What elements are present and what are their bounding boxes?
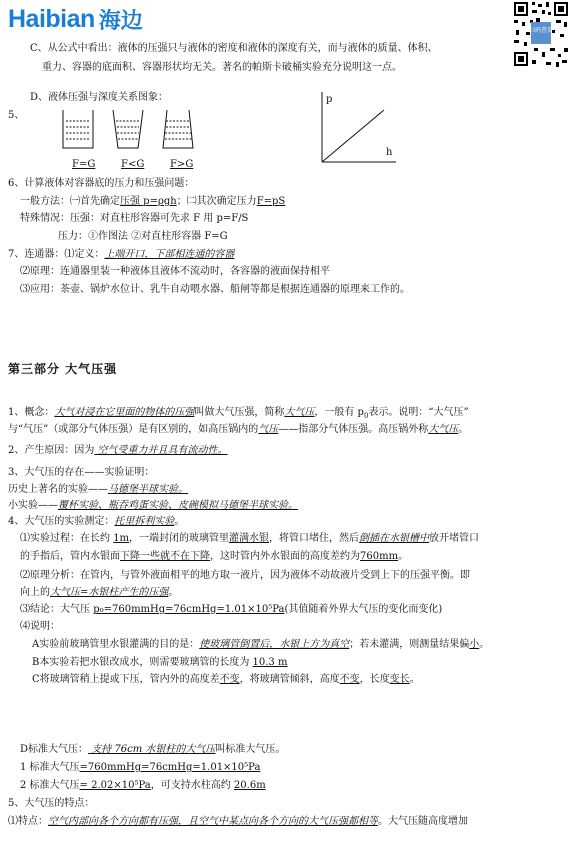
beaker-narrow-top xyxy=(163,110,193,148)
concept-line1: 1、概念：大气对浸在它里面的物体的压强叫做大气压强，简称大气压，一般有 $p_0$表示。说明：“大气压” xyxy=(8,407,469,420)
part3-title: 第三部分 大气压强 xyxy=(8,362,118,376)
conclusion-line: ⑶结论：大气压 p₀=760mmHg=76cmHg=1.01×10⁵Pa(其值随着外界大气压的变化而变化) xyxy=(20,604,443,615)
section-c-line1: C、从公式中看出：液体的压强只与液体的密度和液体的深度有关，而与液体的质量、体积、 xyxy=(30,43,438,54)
beaker-label-2: F<G xyxy=(121,159,145,170)
concept-line2: 与“气压”（或部分气体压强）是有区别的，如高压锅内的气压——指部分气体压强。高压锅外称大气压。 xyxy=(8,424,469,435)
section-6-title: 6、计算液体对容器底的压力和压强问题： xyxy=(8,178,195,189)
section-6-special1: 特殊情况：压强：对直柱形容器可先求 F 用 p=F/S xyxy=(20,213,249,224)
note-a: A实验前玻璃管里水银灌满的目的是：使玻璃管倒置后，水银上方为真空；若未灌满，则测量结果偏小。 xyxy=(32,639,490,650)
features-line1: ⑴特点：空气内部向各个方向都有压强，且空气中某点向各个方向的大气压强都相等。大气压随高度增加 xyxy=(8,816,468,827)
section-c-line2: 重力、容器的底面积、容器形状均无关。著名的帕斯卡破桶实验充分说明这一点。 xyxy=(42,62,402,73)
standard-pressure-def: D标准大气压： 支持 76cm 水银柱的大气压叫标准大气压。 xyxy=(20,744,286,755)
features-title: 5、大气压的特点： xyxy=(8,798,95,809)
section-7-apply: ⑶应用：茶壶、锅炉水位计、乳牛自动喂水器、船闸等都是根据连通器的原理来工作的。 xyxy=(20,284,410,295)
beaker-diagram xyxy=(55,105,205,155)
standard-pressure-1: 1 标准大气压=760mmHg=76cmHg=1.01×10⁵Pa xyxy=(20,762,261,773)
beaker-label-3: F>G xyxy=(170,159,194,170)
note-b: B本实验若把水银改成水，则需要玻璃管的长度为 10.3 m xyxy=(32,657,288,668)
principle-line1: ⑵原理分析：在管内，与管外液面相平的地方取一液片，因为液体不动故液片受到上下的压强平衡。即 xyxy=(20,570,470,581)
haibian-logo xyxy=(8,4,143,34)
cause-line: 2、产生原因：因为 空气受重力并且具有流动性。 xyxy=(8,445,228,456)
section-7-principle: ⑵原理：连通器里装一种液体且液体不流动时，各容器的液面保持相平 xyxy=(20,266,330,277)
beaker-label-1: F=G xyxy=(72,159,96,170)
beaker-wide-top xyxy=(113,110,143,148)
graph-line xyxy=(322,110,384,162)
existence-history: 历史上著名的实验——马德堡半球实验。 xyxy=(8,484,188,495)
beaker-straight xyxy=(63,110,93,148)
number-five: 5、 xyxy=(8,110,25,121)
notes-title: ⑷说明： xyxy=(20,621,60,632)
qr-code-icon xyxy=(512,0,570,70)
principle-line2: 向上的大气压=水银柱产生的压强。 xyxy=(20,587,179,598)
process-line2: 的手指后，管内水银面下降一些就不在下降，这时管内外水银面的高度差约为760mm。 xyxy=(20,551,409,562)
section-7-def: 7、连通器：⑴定义：上端开口，下部相连通的容器 xyxy=(8,249,235,260)
standard-pressure-2: 2 标准大气压= 2.02×10⁵Pa，可支持水柱高约 20.6m xyxy=(20,780,266,791)
graph-label-h: h xyxy=(386,147,393,158)
section-6-special2: 压力：①作图法 ②对直柱形容器 F=G xyxy=(58,231,228,242)
existence-title: 3、大气压的存在——实验证明： xyxy=(8,467,155,478)
section-d-line: D、液体压强与深度关系图象： xyxy=(30,92,169,103)
qr-caption: 扫码查看 xyxy=(528,27,554,34)
existence-small: 小实验——覆杯实验、瓶吞鸡蛋实验、皮碗模拟马德堡半球实验。 xyxy=(8,500,298,511)
measurement-title: 4、大气压的实验测定：托里拆利实验。 xyxy=(8,516,185,527)
logo-text-en: Haibian xyxy=(8,4,95,33)
graph-label-p: p xyxy=(326,94,333,105)
section-6-general: 一般方法：㈠首先确定压强 p=ρgh；㈡其次确定压力F=pS xyxy=(20,196,286,207)
note-c: C将玻璃管稍上提或下压，管内外的高度差不变，将玻璃管倾斜，高度不变，长度变长。 xyxy=(32,674,420,685)
qr-code xyxy=(512,0,570,70)
process-line1: ⑴实验过程：在长约 1m，一端封闭的玻璃管里灌满水银，将管口堵住，然后倒插在水银槽中放开堵管口 xyxy=(20,533,480,544)
logo-text-cn: 海边 xyxy=(98,8,143,34)
